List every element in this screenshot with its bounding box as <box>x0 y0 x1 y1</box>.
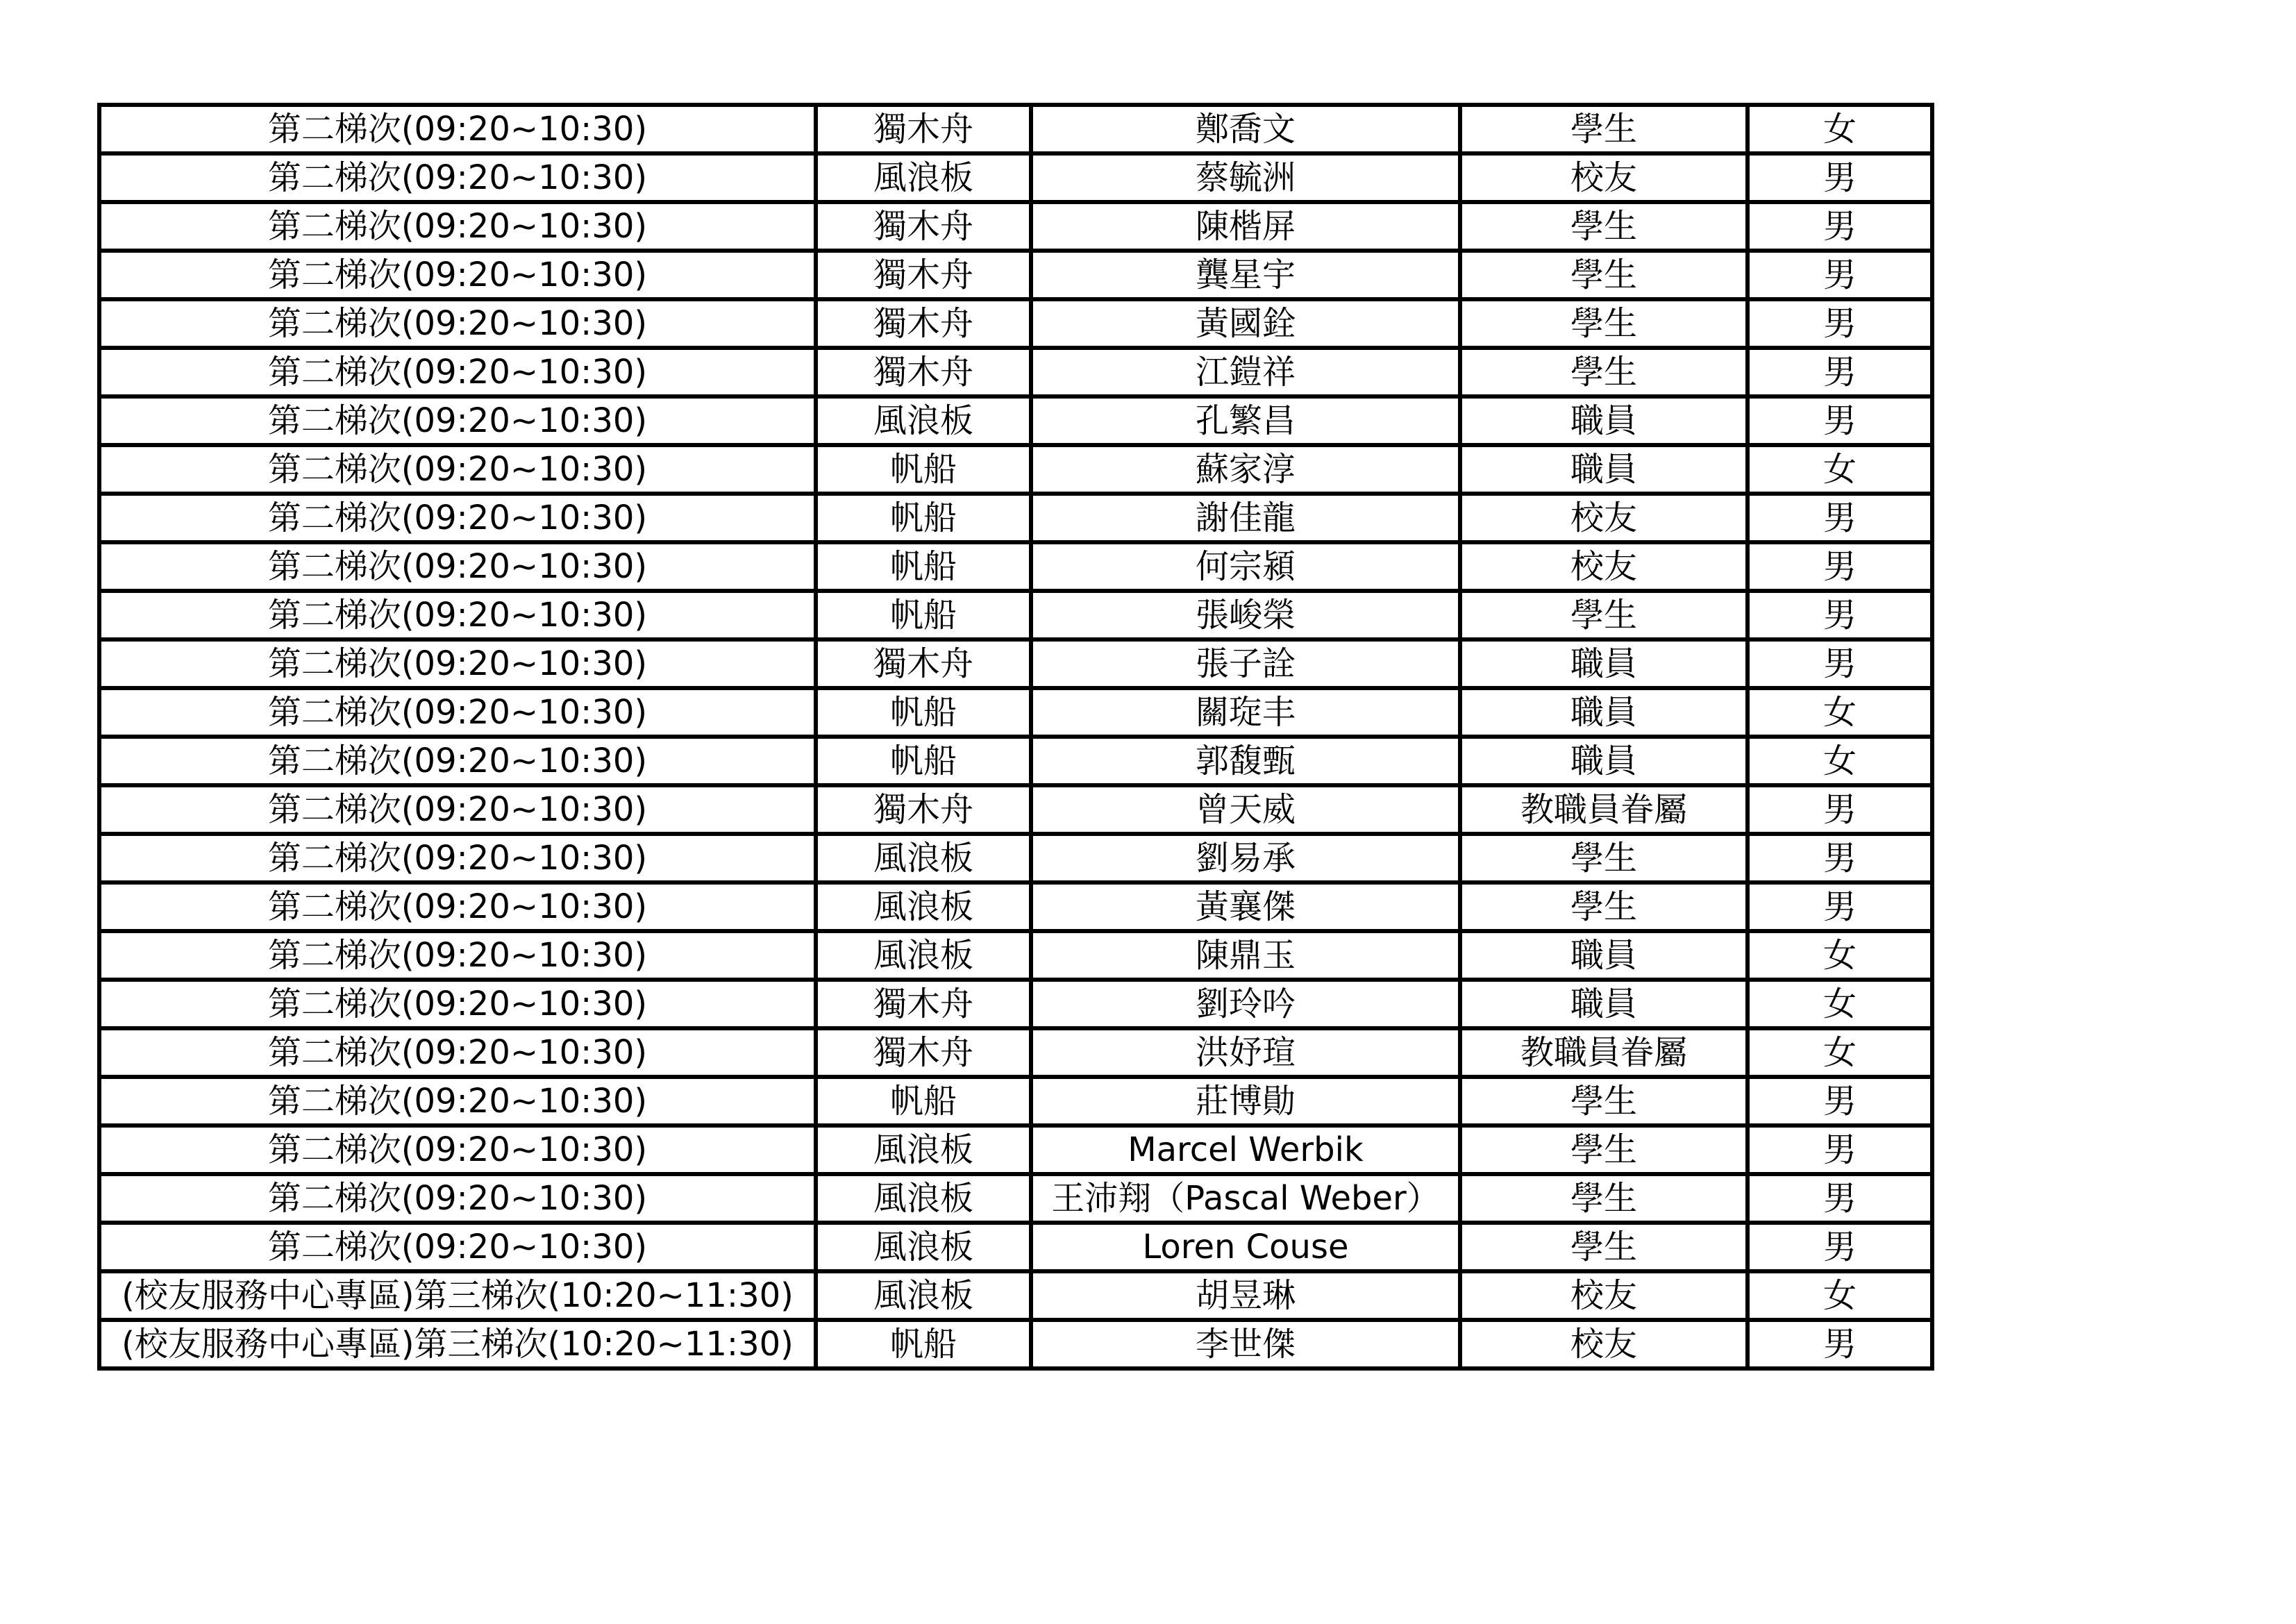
gender-cell: 男 <box>1748 202 1932 251</box>
identity-cell: 校友 <box>1460 153 1748 202</box>
session-cell: 第二梯次(09:20~10:30) <box>99 882 816 931</box>
name-cell: 謝佳龍 <box>1031 494 1460 542</box>
activity-cell: 風浪板 <box>816 1223 1031 1271</box>
name-cell: 張子詮 <box>1031 639 1460 688</box>
activity-cell: 帆船 <box>816 688 1031 737</box>
session-cell: (校友服務中心專區)第三梯次(10:20~11:30) <box>99 1320 816 1368</box>
activity-cell: 獨木舟 <box>816 1028 1031 1077</box>
session-cell: (校友服務中心專區)第三梯次(10:20~11:30) <box>99 1271 816 1320</box>
gender-cell: 男 <box>1748 882 1932 931</box>
name-cell: 劉易承 <box>1031 834 1460 882</box>
activity-cell: 風浪板 <box>816 931 1031 980</box>
identity-cell: 學生 <box>1460 1125 1748 1174</box>
name-cell: 江鎧祥 <box>1031 348 1460 396</box>
activity-cell: 帆船 <box>816 494 1031 542</box>
gender-cell: 男 <box>1748 639 1932 688</box>
roster-sheet <box>97 103 1934 1371</box>
name-cell: 蘇家淳 <box>1031 445 1460 494</box>
table-row <box>99 834 1932 882</box>
session-cell: 第二梯次(09:20~10:30) <box>99 1174 816 1223</box>
activity-cell: 帆船 <box>816 737 1031 785</box>
gender-cell: 男 <box>1748 251 1932 299</box>
activity-cell: 風浪板 <box>816 396 1031 445</box>
identity-cell: 學生 <box>1460 1223 1748 1271</box>
gender-cell: 女 <box>1748 1028 1932 1077</box>
table-row <box>99 1028 1932 1077</box>
activity-cell: 風浪板 <box>816 1271 1031 1320</box>
gender-cell: 女 <box>1748 980 1932 1028</box>
table-row <box>99 396 1932 445</box>
identity-cell: 職員 <box>1460 396 1748 445</box>
name-cell: 莊博勛 <box>1031 1077 1460 1125</box>
table-row <box>99 639 1932 688</box>
name-cell: 王沛翔（Pascal Weber） <box>1031 1174 1460 1223</box>
name-cell: 陳鼎玉 <box>1031 931 1460 980</box>
session-cell: 第二梯次(09:20~10:30) <box>99 834 816 882</box>
session-cell: 第二梯次(09:20~10:30) <box>99 251 816 299</box>
identity-cell: 學生 <box>1460 1077 1748 1125</box>
name-cell: 陳楷屏 <box>1031 202 1460 251</box>
identity-cell: 學生 <box>1460 591 1748 639</box>
session-cell: 第二梯次(09:20~10:30) <box>99 494 816 542</box>
activity-cell: 獨木舟 <box>816 348 1031 396</box>
activity-cell: 帆船 <box>816 445 1031 494</box>
session-cell: 第二梯次(09:20~10:30) <box>99 299 816 348</box>
activity-cell: 風浪板 <box>816 1125 1031 1174</box>
session-cell: 第二梯次(09:20~10:30) <box>99 105 816 153</box>
session-cell: 第二梯次(09:20~10:30) <box>99 153 816 202</box>
gender-cell: 男 <box>1748 1125 1932 1174</box>
identity-cell: 學生 <box>1460 834 1748 882</box>
identity-cell: 職員 <box>1460 931 1748 980</box>
identity-cell: 職員 <box>1460 445 1748 494</box>
gender-cell: 男 <box>1748 591 1932 639</box>
table-row <box>99 931 1932 980</box>
activity-cell: 獨木舟 <box>816 299 1031 348</box>
session-cell: 第二梯次(09:20~10:30) <box>99 785 816 834</box>
identity-cell: 學生 <box>1460 202 1748 251</box>
session-cell: 第二梯次(09:20~10:30) <box>99 980 816 1028</box>
activity-cell: 帆船 <box>816 591 1031 639</box>
table-row <box>99 1077 1932 1125</box>
gender-cell: 女 <box>1748 688 1932 737</box>
activity-cell: 風浪板 <box>816 834 1031 882</box>
name-cell: 張峻榮 <box>1031 591 1460 639</box>
activity-cell: 帆船 <box>816 1077 1031 1125</box>
identity-cell: 學生 <box>1460 1174 1748 1223</box>
table-row <box>99 348 1932 396</box>
identity-cell: 職員 <box>1460 688 1748 737</box>
name-cell: 關琁丰 <box>1031 688 1460 737</box>
table-row <box>99 882 1932 931</box>
table-row <box>99 1125 1932 1174</box>
table-row <box>99 737 1932 785</box>
identity-cell: 教職員眷屬 <box>1460 785 1748 834</box>
session-cell: 第二梯次(09:20~10:30) <box>99 1125 816 1174</box>
name-cell: 胡昱琳 <box>1031 1271 1460 1320</box>
gender-cell: 女 <box>1748 931 1932 980</box>
identity-cell: 學生 <box>1460 348 1748 396</box>
table-row <box>99 494 1932 542</box>
session-cell: 第二梯次(09:20~10:30) <box>99 1077 816 1125</box>
activity-cell: 獨木舟 <box>816 639 1031 688</box>
gender-cell: 男 <box>1748 785 1932 834</box>
activity-cell: 獨木舟 <box>816 105 1031 153</box>
table-row <box>99 105 1932 153</box>
table-row <box>99 688 1932 737</box>
session-cell: 第二梯次(09:20~10:30) <box>99 1028 816 1077</box>
session-cell: 第二梯次(09:20~10:30) <box>99 348 816 396</box>
activity-cell: 風浪板 <box>816 1174 1031 1223</box>
identity-cell: 校友 <box>1460 1320 1748 1368</box>
name-cell: 劉玲吟 <box>1031 980 1460 1028</box>
name-cell: 孔繁昌 <box>1031 396 1460 445</box>
gender-cell: 男 <box>1748 348 1932 396</box>
gender-cell: 男 <box>1748 494 1932 542</box>
identity-cell: 職員 <box>1460 737 1748 785</box>
activity-cell: 風浪板 <box>816 882 1031 931</box>
name-cell: Loren Couse <box>1031 1223 1460 1271</box>
gender-cell: 女 <box>1748 445 1932 494</box>
table-row <box>99 591 1932 639</box>
identity-cell: 校友 <box>1460 1271 1748 1320</box>
name-cell: 黃襄傑 <box>1031 882 1460 931</box>
session-cell: 第二梯次(09:20~10:30) <box>99 202 816 251</box>
identity-cell: 學生 <box>1460 105 1748 153</box>
identity-cell: 校友 <box>1460 494 1748 542</box>
session-cell: 第二梯次(09:20~10:30) <box>99 1223 816 1271</box>
activity-cell: 帆船 <box>816 1320 1031 1368</box>
activity-cell: 獨木舟 <box>816 251 1031 299</box>
session-cell: 第二梯次(09:20~10:30) <box>99 445 816 494</box>
activity-cell: 獨木舟 <box>816 980 1031 1028</box>
identity-cell: 職員 <box>1460 980 1748 1028</box>
name-cell: 李世傑 <box>1031 1320 1460 1368</box>
name-cell: 何宗潁 <box>1031 542 1460 591</box>
name-cell: 鄭喬文 <box>1031 105 1460 153</box>
identity-cell: 職員 <box>1460 639 1748 688</box>
activity-cell: 獨木舟 <box>816 202 1031 251</box>
table-row <box>99 785 1932 834</box>
gender-cell: 男 <box>1748 1174 1932 1223</box>
activity-cell: 風浪板 <box>816 153 1031 202</box>
gender-cell: 男 <box>1748 542 1932 591</box>
gender-cell: 女 <box>1748 105 1932 153</box>
session-cell: 第二梯次(09:20~10:30) <box>99 396 816 445</box>
gender-cell: 男 <box>1748 153 1932 202</box>
identity-cell: 學生 <box>1460 882 1748 931</box>
name-cell: 郭馥甄 <box>1031 737 1460 785</box>
name-cell: 蔡毓洲 <box>1031 153 1460 202</box>
table-row <box>99 202 1932 251</box>
gender-cell: 男 <box>1748 1077 1932 1125</box>
table-row <box>99 1223 1932 1271</box>
table-row <box>99 1174 1932 1223</box>
gender-cell: 女 <box>1748 737 1932 785</box>
activity-cell: 獨木舟 <box>816 785 1031 834</box>
session-cell: 第二梯次(09:20~10:30) <box>99 542 816 591</box>
name-cell: Marcel Werbik <box>1031 1125 1460 1174</box>
name-cell: 黃國銓 <box>1031 299 1460 348</box>
gender-cell: 男 <box>1748 834 1932 882</box>
activity-cell: 帆船 <box>816 542 1031 591</box>
gender-cell: 男 <box>1748 299 1932 348</box>
gender-cell: 男 <box>1748 396 1932 445</box>
table-row <box>99 299 1932 348</box>
table-row <box>99 542 1932 591</box>
table-row <box>99 153 1932 202</box>
table-row <box>99 1271 1932 1320</box>
roster-table <box>97 103 1934 1371</box>
gender-cell: 女 <box>1748 1271 1932 1320</box>
session-cell: 第二梯次(09:20~10:30) <box>99 688 816 737</box>
identity-cell: 學生 <box>1460 251 1748 299</box>
name-cell: 洪妤瑄 <box>1031 1028 1460 1077</box>
name-cell: 龔星宇 <box>1031 251 1460 299</box>
session-cell: 第二梯次(09:20~10:30) <box>99 639 816 688</box>
session-cell: 第二梯次(09:20~10:30) <box>99 931 816 980</box>
name-cell: 曾天威 <box>1031 785 1460 834</box>
gender-cell: 男 <box>1748 1320 1932 1368</box>
gender-cell: 男 <box>1748 1223 1932 1271</box>
identity-cell: 教職員眷屬 <box>1460 1028 1748 1077</box>
identity-cell: 學生 <box>1460 299 1748 348</box>
identity-cell: 校友 <box>1460 542 1748 591</box>
table-row <box>99 980 1932 1028</box>
table-row <box>99 445 1932 494</box>
session-cell: 第二梯次(09:20~10:30) <box>99 591 816 639</box>
table-row <box>99 251 1932 299</box>
session-cell: 第二梯次(09:20~10:30) <box>99 737 816 785</box>
table-row <box>99 1320 1932 1368</box>
roster-table-body <box>99 105 1932 1368</box>
